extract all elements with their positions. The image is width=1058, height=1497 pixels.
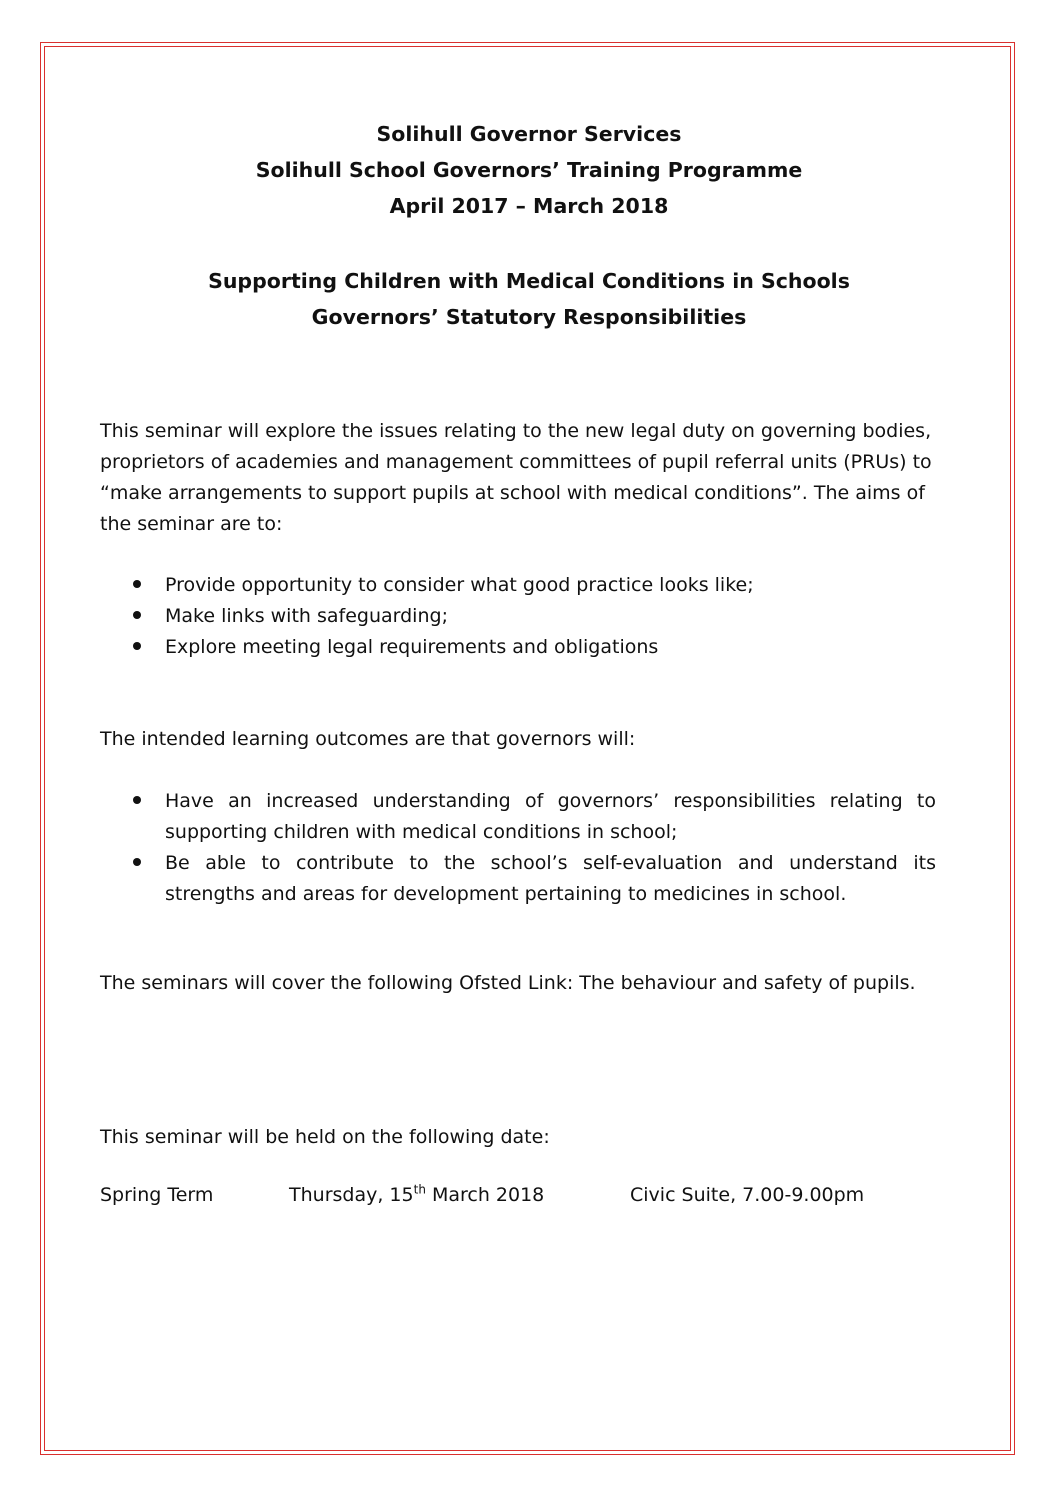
- bullet-icon: [133, 580, 141, 588]
- list-item: [100, 848, 936, 910]
- bullet-icon: [133, 858, 141, 866]
- intro-paragraph: This seminar will explore the issues relating to the new legal duty on governing bodies, proprietors of academies and management committees of pupil referral units (PRUs) to “make arrangements to support pupils at school with medical conditions”. The aims of the seminar are to:: [100, 420, 932, 535]
- list-item: [100, 786, 936, 848]
- schedule-date: [289, 1180, 544, 1211]
- schedule-lead: This seminar will be held on the following date:: [100, 1126, 550, 1148]
- header-period: April 2017 – March 2018: [389, 194, 669, 218]
- outcomes-lead: The intended learning outcomes are that governors will:: [100, 728, 636, 750]
- header-programme: Solihull School Governors’ Training Programme: [255, 158, 803, 182]
- list-item: [100, 570, 936, 601]
- aim-text: Make links with safeguarding;: [165, 605, 448, 627]
- document-header: [0, 116, 1058, 224]
- outcomes-list: [100, 786, 936, 910]
- seminar-title: Supporting Children with Medical Conditions in Schools: [208, 269, 850, 293]
- aims-list: [100, 570, 936, 663]
- schedule-venue: Civic Suite, 7.00-9.00pm: [630, 1184, 865, 1206]
- schedule-date-day: Thursday, 15: [289, 1184, 414, 1206]
- aim-text: Provide opportunity to consider what good practice looks like;: [165, 574, 754, 596]
- seminar-heading: [0, 263, 1058, 335]
- list-item: [100, 632, 936, 663]
- schedule-term: Spring Term: [100, 1184, 214, 1206]
- list-item: [100, 601, 936, 632]
- aim-text: Explore meeting legal requirements and obligations: [165, 636, 659, 658]
- outcome-text: Be able to contribute to the school’s self-evaluation and understand its strengths and areas for development pertaining to medicines in school.: [165, 852, 936, 905]
- ofsted-link-paragraph: The seminars will cover the following Ofsted Link: The behaviour and safety of pupils.: [100, 972, 916, 994]
- header-org: Solihull Governor Services: [376, 122, 682, 146]
- schedule-date-ordinal: th: [413, 1182, 426, 1197]
- schedule-date-rest: March 2018: [425, 1184, 545, 1206]
- outcome-text: Have an increased understanding of governors’ responsibilities relating to supporting children with medical conditions in school;: [165, 790, 936, 843]
- bullet-icon: [133, 796, 141, 804]
- bullet-icon: [133, 611, 141, 619]
- seminar-subtitle: Governors’ Statutory Responsibilities: [311, 305, 747, 329]
- bullet-icon: [133, 642, 141, 650]
